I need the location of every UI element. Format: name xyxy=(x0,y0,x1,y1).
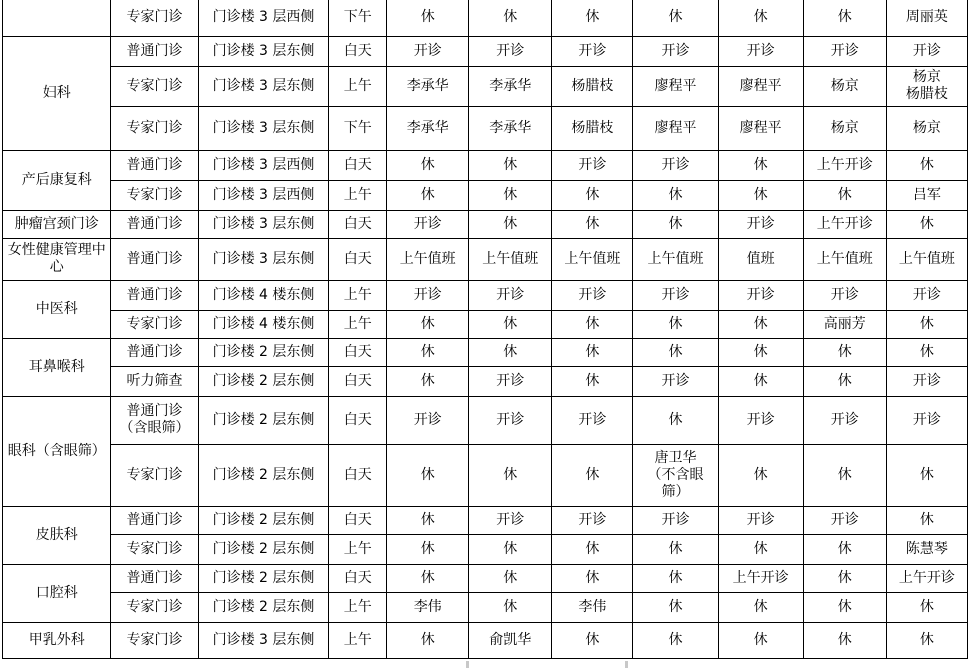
department-cell xyxy=(3,0,111,36)
day-4-cell: 廖程平 xyxy=(633,66,718,106)
day-1-cell: 休 xyxy=(387,150,469,180)
session-time-cell: 上午 xyxy=(329,592,387,622)
session-time-cell: 上午 xyxy=(329,310,387,338)
location-cell: 门诊楼 2 层东侧 xyxy=(198,396,329,444)
day-3-cell: 休 xyxy=(552,366,633,396)
day-4-cell: 休 xyxy=(633,210,718,238)
day-6-cell: 开诊 xyxy=(803,506,886,534)
day-3-cell: 休 xyxy=(552,180,633,210)
session-time-cell: 上午 xyxy=(329,534,387,564)
location-cell: 门诊楼 3 层东侧 xyxy=(198,106,329,150)
day-3-cell: 开诊 xyxy=(552,506,633,534)
day-5-cell: 休 xyxy=(718,180,803,210)
day-5-cell: 休 xyxy=(718,622,803,658)
day-5-cell: 开诊 xyxy=(718,396,803,444)
day-7-cell: 开诊 xyxy=(886,396,967,444)
schedule-row xyxy=(3,106,968,150)
day-7-cell: 休 xyxy=(886,150,967,180)
day-6-cell: 休 xyxy=(803,180,886,210)
day-6-cell: 休 xyxy=(803,564,886,592)
day-6-cell: 休 xyxy=(803,534,886,564)
department-cell: 甲乳外科 xyxy=(3,622,111,658)
day-3-cell: 开诊 xyxy=(552,280,633,310)
day-5-cell: 休 xyxy=(718,338,803,366)
day-3-cell: 休 xyxy=(552,534,633,564)
day-1-cell: 开诊 xyxy=(387,280,469,310)
session-time-cell: 白天 xyxy=(329,444,387,506)
day-1-cell: 休 xyxy=(387,534,469,564)
day-3-cell: 休 xyxy=(552,338,633,366)
schedule-row xyxy=(3,66,968,106)
schedule-row xyxy=(3,396,968,444)
department-cell: 耳鼻喉科 xyxy=(3,338,111,396)
day-6-cell: 开诊 xyxy=(803,280,886,310)
session-time-cell: 白天 xyxy=(329,238,387,280)
clinic-type-cell: 专家门诊 xyxy=(111,0,198,36)
clinic-type-cell: 普通门诊 xyxy=(111,36,198,66)
day-6-cell: 开诊 xyxy=(803,396,886,444)
day-4-cell: 休 xyxy=(633,592,718,622)
day-1-cell: 李承华 xyxy=(387,106,469,150)
schedule-row xyxy=(3,534,968,564)
day-7-cell: 上午值班 xyxy=(886,238,967,280)
clinic-type-cell: 普通门诊 xyxy=(111,210,198,238)
day-5-cell: 廖程平 xyxy=(718,66,803,106)
department-cell: 中医科 xyxy=(3,280,111,338)
session-time-cell: 白天 xyxy=(329,210,387,238)
clinic-type-cell: 专家门诊 xyxy=(111,180,198,210)
location-cell: 门诊楼 2 层东侧 xyxy=(198,338,329,366)
day-1-cell: 开诊 xyxy=(387,210,469,238)
day-3-cell: 杨腊枝 xyxy=(552,106,633,150)
schedule-row xyxy=(3,180,968,210)
day-3-cell: 休 xyxy=(552,210,633,238)
day-5-cell: 廖程平 xyxy=(718,106,803,150)
day-2-cell: 休 xyxy=(469,150,552,180)
day-6-cell: 上午开诊 xyxy=(803,210,886,238)
day-7-cell: 休 xyxy=(886,338,967,366)
day-4-cell: 廖程平 xyxy=(633,106,718,150)
day-6-cell: 高丽芳 xyxy=(803,310,886,338)
day-3-cell: 杨腊枝 xyxy=(552,66,633,106)
day-2-cell: 休 xyxy=(469,592,552,622)
session-time-cell: 白天 xyxy=(329,36,387,66)
department-cell: 口腔科 xyxy=(3,564,111,622)
day-1-cell: 休 xyxy=(387,444,469,506)
day-2-cell: 休 xyxy=(469,180,552,210)
day-3-cell: 休 xyxy=(552,0,633,36)
day-7-cell: 开诊 xyxy=(886,36,967,66)
clinic-type-cell: 专家门诊 xyxy=(111,66,198,106)
day-5-cell: 休 xyxy=(718,592,803,622)
day-3-cell: 休 xyxy=(552,622,633,658)
day-5-cell: 休 xyxy=(718,310,803,338)
day-1-cell: 休 xyxy=(387,564,469,592)
day-5-cell: 休 xyxy=(718,534,803,564)
location-cell: 门诊楼 2 层东侧 xyxy=(198,444,329,506)
day-1-cell: 休 xyxy=(387,622,469,658)
session-time-cell: 白天 xyxy=(329,150,387,180)
day-5-cell: 开诊 xyxy=(718,280,803,310)
day-2-cell: 上午值班 xyxy=(469,238,552,280)
schedule-row xyxy=(3,506,968,534)
day-3-cell: 休 xyxy=(552,564,633,592)
day-6-cell: 杨京 xyxy=(803,106,886,150)
session-time-cell: 下午 xyxy=(329,106,387,150)
day-2-cell: 开诊 xyxy=(469,280,552,310)
day-5-cell: 上午开诊 xyxy=(718,564,803,592)
clinic-type-cell: 专家门诊 xyxy=(111,592,198,622)
day-6-cell: 休 xyxy=(803,444,886,506)
session-time-cell: 白天 xyxy=(329,396,387,444)
day-4-cell: 开诊 xyxy=(633,506,718,534)
day-4-cell: 休 xyxy=(633,180,718,210)
day-4-cell: 开诊 xyxy=(633,280,718,310)
day-2-cell: 开诊 xyxy=(469,396,552,444)
location-cell: 门诊楼 3 层东侧 xyxy=(198,36,329,66)
day-1-cell: 开诊 xyxy=(387,36,469,66)
day-6-cell: 上午开诊 xyxy=(803,150,886,180)
day-6-cell: 休 xyxy=(803,592,886,622)
day-3-cell: 休 xyxy=(552,444,633,506)
day-3-cell: 休 xyxy=(552,310,633,338)
day-4-cell: 休 xyxy=(633,338,718,366)
day-3-cell: 上午值班 xyxy=(552,238,633,280)
day-7-cell: 上午开诊 xyxy=(886,564,967,592)
day-7-cell: 休 xyxy=(886,210,967,238)
location-cell: 门诊楼 2 层东侧 xyxy=(198,592,329,622)
day-3-cell: 李伟 xyxy=(552,592,633,622)
day-6-cell: 上午值班 xyxy=(803,238,886,280)
day-1-cell: 上午值班 xyxy=(387,238,469,280)
location-cell: 门诊楼 2 层东侧 xyxy=(198,366,329,396)
day-4-cell: 休 xyxy=(633,0,718,36)
day-4-cell: 休 xyxy=(633,310,718,338)
clinic-type-cell: 专家门诊 xyxy=(111,534,198,564)
day-5-cell: 开诊 xyxy=(718,506,803,534)
day-1-cell: 休 xyxy=(387,0,469,36)
location-cell: 门诊楼 3 层西侧 xyxy=(198,150,329,180)
clinic-type-cell: 专家门诊 xyxy=(111,622,198,658)
day-7-cell: 休 xyxy=(886,310,967,338)
day-5-cell: 休 xyxy=(718,150,803,180)
day-1-cell: 休 xyxy=(387,310,469,338)
day-2-cell: 休 xyxy=(469,310,552,338)
day-2-cell: 开诊 xyxy=(469,366,552,396)
clinic-type-cell: 普通门诊 xyxy=(111,564,198,592)
clinic-type-cell: 专家门诊 xyxy=(111,106,198,150)
continuation-marker xyxy=(466,661,469,668)
schedule-row xyxy=(3,444,968,506)
location-cell: 门诊楼 3 层东侧 xyxy=(198,238,329,280)
day-7-cell: 休 xyxy=(886,622,967,658)
day-5-cell: 开诊 xyxy=(718,36,803,66)
day-5-cell: 值班 xyxy=(718,238,803,280)
day-7-cell: 休 xyxy=(886,592,967,622)
schedule-row xyxy=(3,564,968,592)
day-4-cell: 开诊 xyxy=(633,36,718,66)
schedule-row xyxy=(3,238,968,280)
day-1-cell: 休 xyxy=(387,338,469,366)
day-2-cell: 休 xyxy=(469,534,552,564)
day-1-cell: 开诊 xyxy=(387,396,469,444)
day-4-cell: 休 xyxy=(633,396,718,444)
day-7-cell: 休 xyxy=(886,444,967,506)
schedule-row xyxy=(3,280,968,310)
session-time-cell: 上午 xyxy=(329,622,387,658)
schedule-row xyxy=(3,338,968,366)
location-cell: 门诊楼 2 层东侧 xyxy=(198,506,329,534)
day-7-cell: 周丽英 xyxy=(886,0,967,36)
day-7-cell: 杨京 xyxy=(886,106,967,150)
session-time-cell: 上午 xyxy=(329,66,387,106)
location-cell: 门诊楼 3 层东侧 xyxy=(198,66,329,106)
clinic-type-cell: 普通门诊 xyxy=(111,150,198,180)
day-2-cell: 俞凯华 xyxy=(469,622,552,658)
day-3-cell: 开诊 xyxy=(552,396,633,444)
clinic-type-cell: 普通门诊 xyxy=(111,338,198,366)
location-cell: 门诊楼 4 楼东侧 xyxy=(198,310,329,338)
session-time-cell: 白天 xyxy=(329,366,387,396)
day-4-cell: 开诊 xyxy=(633,366,718,396)
department-cell: 眼科（含眼筛） xyxy=(3,396,111,506)
day-7-cell: 开诊 xyxy=(886,280,967,310)
location-cell: 门诊楼 4 楼东侧 xyxy=(198,280,329,310)
schedule-row xyxy=(3,366,968,396)
day-6-cell: 休 xyxy=(803,622,886,658)
day-1-cell: 李伟 xyxy=(387,592,469,622)
day-4-cell: 唐卫华 （不含眼 筛） xyxy=(633,444,718,506)
schedule-row xyxy=(3,310,968,338)
department-cell: 女性健康管理中心 xyxy=(3,238,111,280)
day-1-cell: 休 xyxy=(387,180,469,210)
department-cell: 妇科 xyxy=(3,36,111,150)
day-2-cell: 李承华 xyxy=(469,106,552,150)
day-2-cell: 开诊 xyxy=(469,36,552,66)
day-3-cell: 开诊 xyxy=(552,36,633,66)
clinic-type-cell: 普通门诊 xyxy=(111,280,198,310)
continuation-marker xyxy=(625,661,628,668)
session-time-cell: 白天 xyxy=(329,338,387,366)
department-cell: 皮肤科 xyxy=(3,506,111,564)
day-4-cell: 上午值班 xyxy=(633,238,718,280)
day-7-cell: 休 xyxy=(886,506,967,534)
day-6-cell: 杨京 xyxy=(803,66,886,106)
day-1-cell: 休 xyxy=(387,366,469,396)
clinic-type-cell: 听力筛查 xyxy=(111,366,198,396)
schedule-row xyxy=(3,210,968,238)
day-2-cell: 休 xyxy=(469,0,552,36)
clinic-schedule-table xyxy=(2,0,968,659)
location-cell: 门诊楼 3 层东侧 xyxy=(198,622,329,658)
session-time-cell: 白天 xyxy=(329,506,387,534)
day-5-cell: 休 xyxy=(718,0,803,36)
session-time-cell: 上午 xyxy=(329,280,387,310)
department-cell: 产后康复科 xyxy=(3,150,111,210)
session-time-cell: 下午 xyxy=(329,0,387,36)
day-1-cell: 休 xyxy=(387,506,469,534)
schedule-row xyxy=(3,592,968,622)
location-cell: 门诊楼 3 层西侧 xyxy=(198,0,329,36)
clinic-type-cell: 专家门诊 xyxy=(111,444,198,506)
day-6-cell: 休 xyxy=(803,0,886,36)
day-5-cell: 休 xyxy=(718,444,803,506)
day-4-cell: 休 xyxy=(633,564,718,592)
clinic-type-cell: 专家门诊 xyxy=(111,310,198,338)
day-2-cell: 开诊 xyxy=(469,506,552,534)
day-4-cell: 休 xyxy=(633,622,718,658)
day-5-cell: 开诊 xyxy=(718,210,803,238)
day-2-cell: 休 xyxy=(469,564,552,592)
day-4-cell: 休 xyxy=(633,534,718,564)
day-7-cell: 杨京 杨腊枝 xyxy=(886,66,967,106)
day-3-cell: 开诊 xyxy=(552,150,633,180)
day-7-cell: 陈慧琴 xyxy=(886,534,967,564)
day-6-cell: 休 xyxy=(803,366,886,396)
day-7-cell: 开诊 xyxy=(886,366,967,396)
department-cell: 肿瘤宫颈门诊 xyxy=(3,210,111,238)
day-1-cell: 李承华 xyxy=(387,66,469,106)
schedule-row xyxy=(3,150,968,180)
day-5-cell: 休 xyxy=(718,366,803,396)
clinic-type-cell: 普通门诊 xyxy=(111,238,198,280)
day-4-cell: 开诊 xyxy=(633,150,718,180)
day-6-cell: 休 xyxy=(803,338,886,366)
schedule-row xyxy=(3,622,968,658)
day-2-cell: 李承华 xyxy=(469,66,552,106)
session-time-cell: 白天 xyxy=(329,564,387,592)
day-2-cell: 休 xyxy=(469,444,552,506)
location-cell: 门诊楼 2 层东侧 xyxy=(198,564,329,592)
day-7-cell: 吕军 xyxy=(886,180,967,210)
location-cell: 门诊楼 2 层东侧 xyxy=(198,534,329,564)
day-6-cell: 开诊 xyxy=(803,36,886,66)
day-2-cell: 休 xyxy=(469,210,552,238)
location-cell: 门诊楼 3 层东侧 xyxy=(198,210,329,238)
schedule-row xyxy=(3,0,968,36)
schedule-row xyxy=(3,36,968,66)
clinic-type-cell: 普通门诊 xyxy=(111,506,198,534)
session-time-cell: 上午 xyxy=(329,180,387,210)
location-cell: 门诊楼 3 层西侧 xyxy=(198,180,329,210)
clinic-type-cell: 普通门诊（含眼筛） xyxy=(111,396,198,444)
day-2-cell: 休 xyxy=(469,338,552,366)
